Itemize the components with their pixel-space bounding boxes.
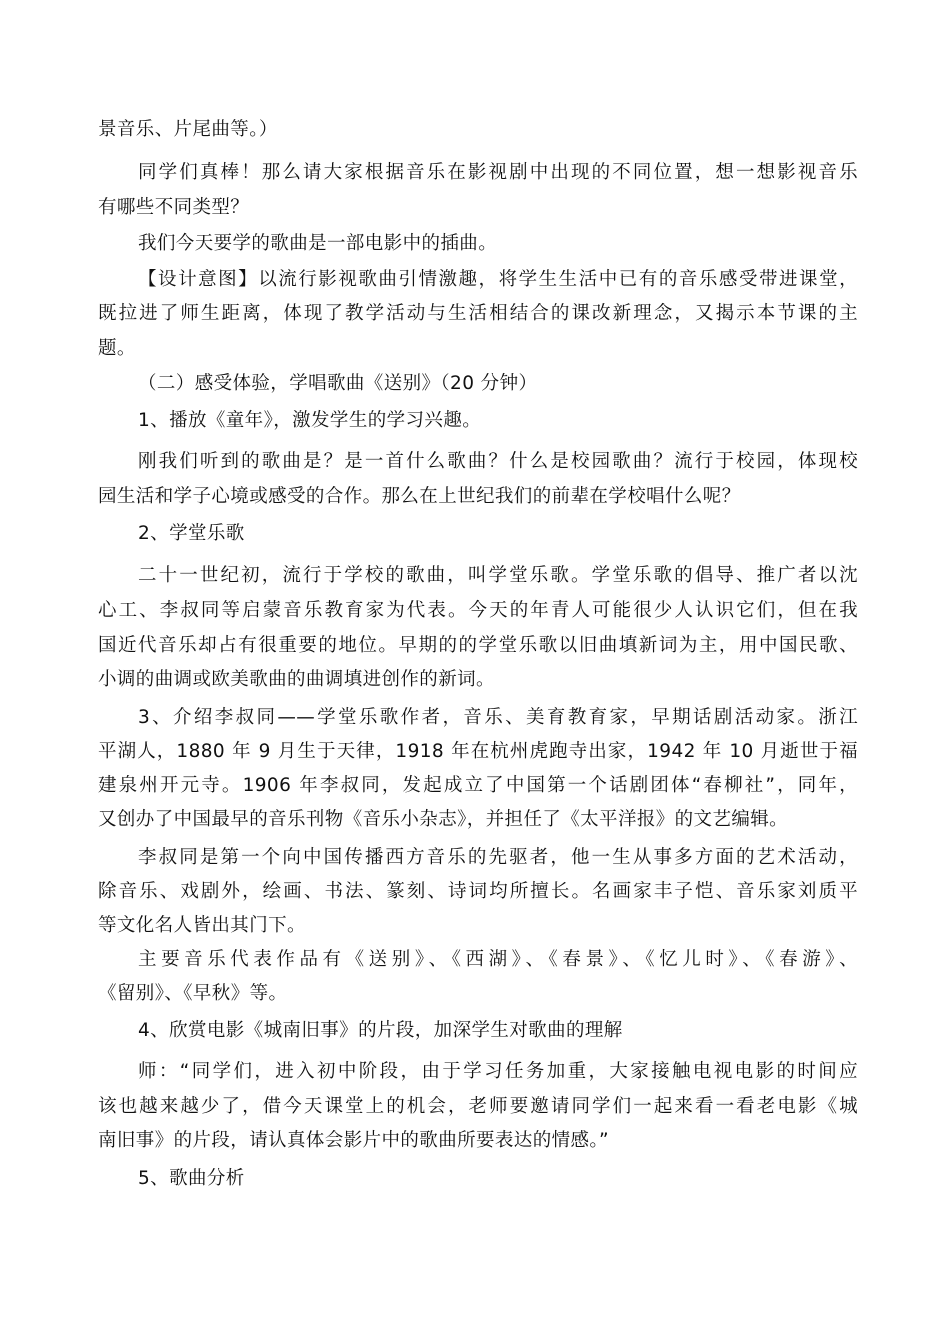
text-line: 题。: [98, 338, 136, 359]
text-line: 景音乐、片尾曲等。）: [98, 119, 278, 140]
text-line: 除音乐、戏剧外，绘画、书法、篆刻、诗词均所擅长。名画家丰子恺、音乐家刘质平: [98, 881, 858, 902]
text-line: 有哪些不同类型？: [98, 197, 250, 218]
text-line: 【设计意图】以流行影视歌曲引情激趣，将学生生活中已有的音乐感受带进课堂，: [138, 269, 858, 290]
text-line: 既拉进了师生距离，体现了教学活动与生活相结合的课改新理念，又揭示本节课的主: [98, 303, 858, 324]
text-line: 我们今天要学的歌曲是一部电影中的插曲。: [138, 233, 498, 254]
text-line: 建泉州开元寺。1906 年李叔同，发起成立了中国第一个话剧团体“春柳社”，同年，: [98, 775, 858, 796]
section-heading: （二）感受体验，学唱歌曲《送别》（20 分钟）: [138, 373, 538, 394]
item-heading: 1、播放《童年》，激发学生的学习兴趣。: [138, 410, 482, 431]
text-line: 二十一世纪初，流行于学校的歌曲，叫学堂乐歌。学堂乐歌的倡导、推广者以沈: [138, 565, 858, 586]
item-heading: 5、歌曲分析: [138, 1168, 245, 1189]
text-line: 南旧事》的片段，请认真体会影片中的歌曲所要表达的情感。”: [98, 1130, 610, 1151]
text-line: 3、介绍李叔同——学堂乐歌作者，音乐、美育教育家，早期话剧活动家。浙江: [138, 707, 858, 728]
text-line: 等文化名人皆出其门下。: [98, 915, 306, 936]
text-line: 心工、李叔同等启蒙音乐教育家为代表。今天的年青人可能很少人认识它们，但在我: [98, 600, 858, 621]
text-line: 国近代音乐却占有很重要的地位。早期的的学堂乐歌以旧曲填新词为主，用中国民歌、: [98, 635, 858, 656]
text-line: 小调的曲调或欧美歌曲的曲调填进创作的新词。: [98, 669, 495, 690]
item-heading: 4、欣赏电影《城南旧事》的片段，加深学生对歌曲的理解: [138, 1020, 623, 1041]
text-line: 该也越来越少了，借今天课堂上的机会，老师要邀请同学们一起来看一看老电影《城: [98, 1096, 858, 1117]
text-line: 主要音乐代表作品有《送别》、《西湖》、《春景》、《忆儿时》、《春游》、: [138, 949, 858, 970]
text-line: 同学们真棒！那么请大家根据音乐在影视剧中出现的不同位置，想一想影视音乐: [138, 162, 858, 183]
text-line: 园生活和学子心境或感受的合作。那么在上世纪我们的前辈在学校唱什么呢？: [98, 486, 741, 507]
text-line: 又创办了中国最早的音乐刊物《音乐小杂志》，并担任了《太平洋报》的文艺编辑。: [98, 809, 789, 830]
text-line: 《留别》、《早秋》等。: [98, 983, 288, 1004]
text-line: 刚我们听到的歌曲是？是一首什么歌曲？什么是校园歌曲？流行于校园，体现校: [138, 451, 858, 472]
item-heading: 2、学堂乐歌: [138, 523, 245, 544]
text-line: 平湖人，1880 年 9 月生于天律，1918 年在杭州虎跑寺出家，1942 年 10 月逝世于福: [98, 741, 858, 762]
text-line: 师：“同学们，进入初中阶段，由于学习任务加重，大家接触电视电影的时间应: [138, 1061, 858, 1082]
text-line: 李叔同是第一个向中国传播西方音乐的先驱者，他一生从事多方面的艺术活动，: [138, 847, 858, 868]
